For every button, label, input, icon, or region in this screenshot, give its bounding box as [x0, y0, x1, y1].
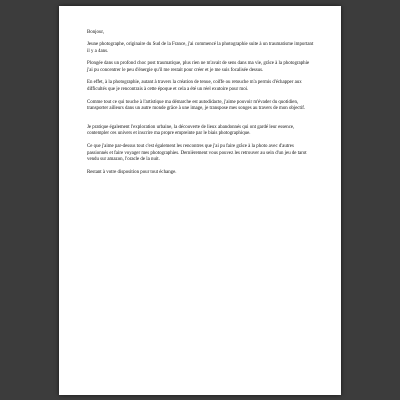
- letter-paragraph-1: Jeune photographe, originaire du Sud de la France, j'ai commencé la photographie suite à un traumatisme important il y a 4ans.: [87, 42, 314, 54]
- document-page: [59, 6, 341, 395]
- letter-paragraph-3: En effet, à la photographie, autant à travers la création de tenue, coiffe ou retouche m'a permis d'échapper aux difficultés que je rencontrais à cette époque et cela a été un réel exutoire pour moi.: [87, 80, 302, 92]
- letter-paragraph-2: Plongée dans un profond choc post traumatique, plus rien ne m'avait de sens dans ma vie, grâce à la photographie j'ai pu concentrer le peu d'énergie qu'il me restait pour créer et je me suis focalisée dessus.: [87, 61, 310, 73]
- letter-paragraph-4: Comme tout ce qui touche à l'artistique ma démarche est autodidacte, j'aime pouvoir m'évader du quotidien, transporter ailleurs dans un autre monde grâce à une image, je transpose mes songes au travers de mon objectif.: [87, 99, 306, 111]
- letter-closing: Restant à votre disposition pour tout échange.: [87, 169, 177, 175]
- letter-greeting: Bonjour,: [87, 30, 105, 35]
- letter-paragraph-6: Ce que j'aime par-dessus tout c'est également les rencontres que j'ai pu faire grâce à la photo avec d'autres passionnés et faire voyager mes photographies. Dernièrement vous pouvez les retrouver au sein d'un jeu de tarot vendu sur amazon, l'oracle de la nuit.: [87, 144, 307, 162]
- letter-paragraph-5: Je pratique également l'exploration urbaine, la découverte de lieux abandonnés qui ont gardé leur essence, contempler ces univers et inscrire ma propre empreinte par le biais photographique.: [87, 125, 295, 137]
